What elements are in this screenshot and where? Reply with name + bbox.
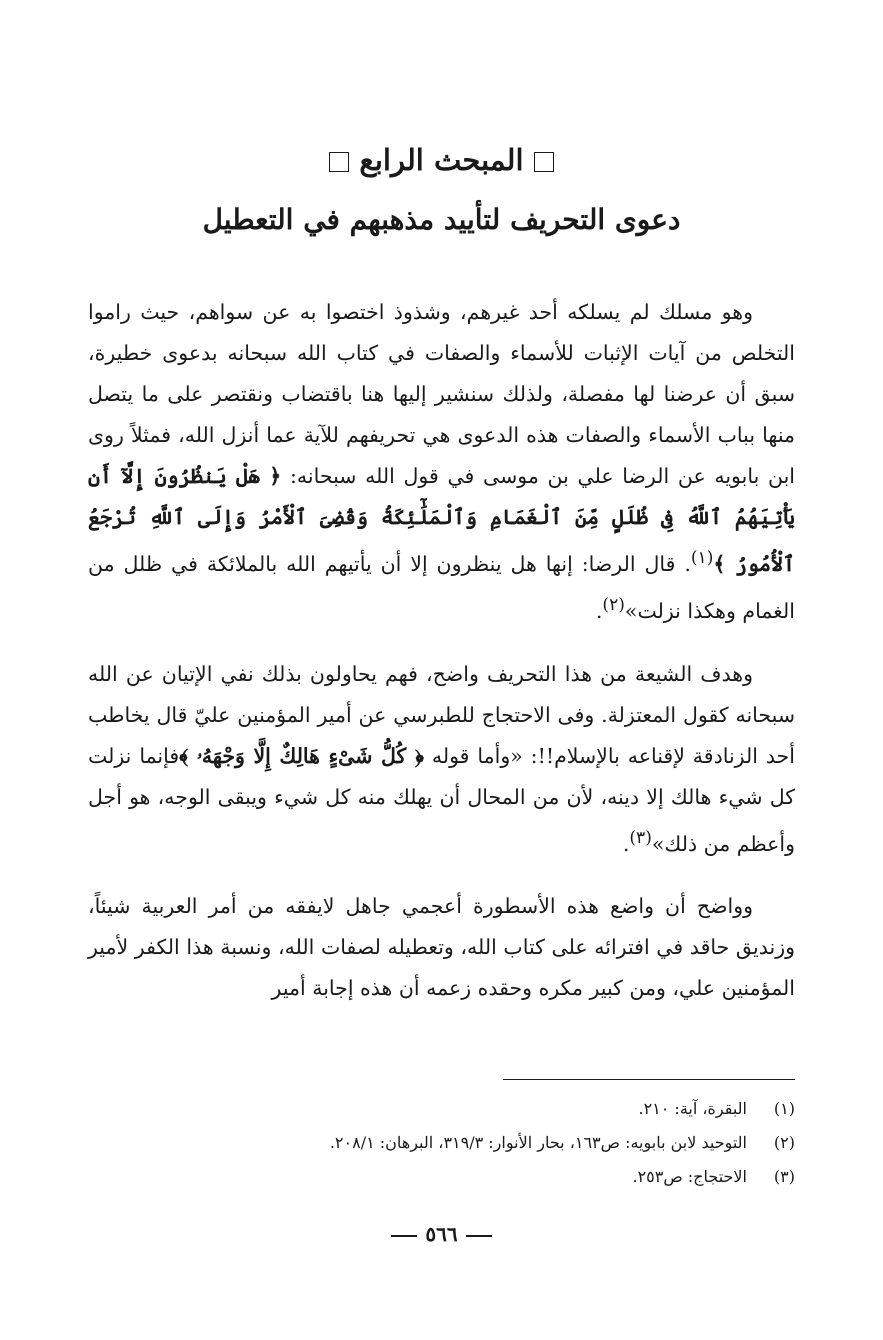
paragraph-2-end: . [622, 831, 630, 856]
chapter-title: المبحث الرابع [359, 143, 524, 177]
page-number-value: ٥٦٦ [425, 1222, 458, 1246]
footnote-ref-2: (٢) [602, 594, 625, 615]
page-number-dash-right [466, 1235, 492, 1237]
paragraph-1 [88, 292, 795, 632]
footnotes [88, 1092, 795, 1194]
chapter-subtitle: دعوى التحريف لتأييد مذهبهم في التعطيل [202, 203, 681, 236]
paragraph-2 [88, 654, 795, 865]
footnote-ref-1: (١) [690, 548, 714, 568]
footnote-ref-3: (٣) [629, 827, 652, 848]
quran-verse-1: ﴿ هَلْ يَنظُرُونَ إِلَّآ أَن يَأْتِيَهُمُ ٱللَّهُ فِى ظُلَلٍ مِّنَ ٱلْغَمَامِ وَٱلْمَلَٰٓئِكَةُ وَقُضِىَ ٱلْأَمْرُ وَإِلَى ٱللَّهِ تُرْجَعُ ٱلْأُمُورُ ﴾ [88, 464, 796, 576]
page-number-dash-left [391, 1235, 417, 1237]
paragraph-1-end: . [595, 598, 603, 623]
chapter-heading [90, 136, 793, 184]
quran-verse-2: ﴿ كُلُّ شَىْءٍ هَالِكٌ إِلَّا وَجْهَهُۥ ﴾ [179, 743, 424, 768]
footnote-3 [88, 1160, 795, 1194]
paragraph-3: وواضح أن واضع هذه الأسطورة أعجمي جاهل لايفقه من أمر العربية شيئاً، وزنديق حاقد في افترائه على كتاب الله، وتعطيله لصفات الله، ونسبة هذا الكفر لأمير المؤمنين علي، ومن كبير مكره وحقده زعمه أن هذه إجابة أمير [88, 894, 795, 1001]
paragraph-2-text: وهدف الشيعة من هذا التحريف واضح، فهم يحاولون بذلك نفي الإتيان عن الله سبحانه كقول المعتزلة. وفى الاحتجاج للطبرسي عن أمير المؤمنين عليّ قال يخاطب أحد الزنادقة لإقناعه بالإسلام!!: «وأما قوله [88, 661, 795, 768]
footnote-number: (٣) [773, 1167, 795, 1186]
footnote-text: البقرة، آية: ٢١٠. [638, 1099, 747, 1118]
body-text [88, 292, 795, 1009]
footnote-number: (١) [773, 1099, 795, 1118]
footnote-text: التوحيد لابن بابويه: ص١٦٣، بحار الأنوار: ٣١٩/٣، البرهان: ٢٠٨/١. [329, 1133, 747, 1152]
footnote-text: الاحتجاج: ص٢٥٣. [632, 1167, 747, 1186]
paragraph-1-text: وهو مسلك لم يسلكه أحد غيرهم، وشذوذ اختصوا به عن سواهم، حيث راموا التخلص من آيات الإثبات للأسماء والصفات في كتاب الله سبحانه بدعوى خطيرة، سبق أن عرضنا لها مفصلة، ولذلك سنشير إليها هنا باقتضاب ونقتصر على ما يتصل منها بباب الأسماء والصفات هذه الدعوى هي تحريفهم للآية عما أنزل الله، فمثلاً روى ابن بابويه عن الرضا علي بن موسى في قول الله سبحانه: [88, 300, 795, 488]
footnote-divider [503, 1079, 795, 1080]
heading-box-ornament-right [534, 152, 554, 172]
footnote-1 [88, 1092, 795, 1126]
paragraph-1-quote: . قال الرضا: إنها هل ينظرون إلا أن يأتيهم الله بالملائكة في ظلل من الغمام وهكذا نزلت» [88, 551, 795, 623]
heading-box-ornament-left [329, 152, 349, 172]
page-number [0, 1222, 883, 1246]
paragraph-2-quote: فإنما نزلت كل شيء هالك إلا دينه، لأن من المحال أن يهلك منه كل شيء ويبقى الوجه، هو أجل وأعظم من ذلك» [88, 743, 795, 856]
footnote-2 [88, 1126, 795, 1160]
footnote-number: (٢) [773, 1133, 795, 1152]
